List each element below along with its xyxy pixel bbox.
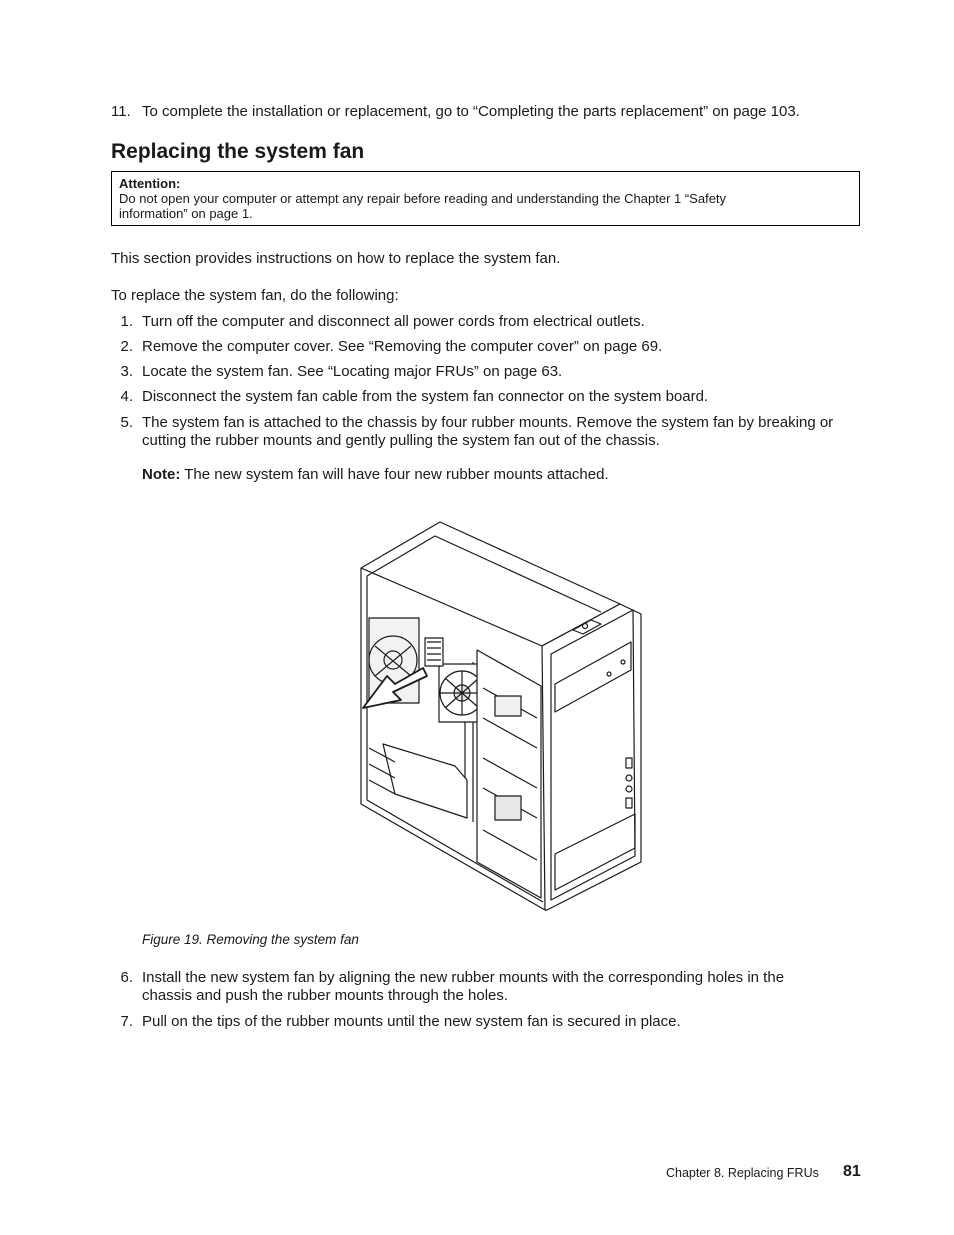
figure-caption: Figure 19. Removing the system fan xyxy=(142,932,359,947)
system-fan-removal-illustration xyxy=(355,518,647,912)
step-number: 3. xyxy=(120,363,133,380)
step-number: 5. xyxy=(120,414,133,431)
attention-text-line1: Do not open your computer or attempt any repair before reading and understanding the Chapter 1 “Safety xyxy=(119,191,727,206)
attention-label: Attention: xyxy=(119,176,181,191)
footer-chapter: Chapter 8. Replacing FRUs xyxy=(666,1166,819,1180)
step-number: 6. xyxy=(120,969,133,986)
note-label: Note: xyxy=(142,466,181,483)
step-text: Locate the system fan. See “Locating major FRUs” on page 63. xyxy=(142,363,563,380)
step-number: 2. xyxy=(120,338,133,355)
step-number: 7. xyxy=(120,1013,133,1030)
step-text-line1: The system fan is attached to the chassis by four rubber mounts. Remove the system fan by breaking or xyxy=(142,414,834,431)
step-text: Turn off the computer and disconnect all power cords from electrical outlets. xyxy=(142,313,645,330)
step-number: 11. xyxy=(111,103,131,120)
note-text: The new system fan will have four new rubber mounts attached. xyxy=(184,466,609,483)
page-number: 81 xyxy=(843,1163,861,1180)
step-text: Pull on the tips of the rubber mounts until the new system fan is secured in place. xyxy=(142,1013,681,1030)
step-text: To complete the installation or replacement, go to “Completing the parts replacement” on page 103. xyxy=(142,103,800,120)
section-title: Replacing the system fan xyxy=(111,140,365,163)
attention-text-line2: information” on page 1. xyxy=(119,206,253,221)
note xyxy=(142,466,609,484)
step-text-line2: chassis and push the rubber mounts through the holes. xyxy=(142,987,509,1004)
step-text-line1: Install the new system fan by aligning the new rubber mounts with the corresponding holes in the xyxy=(142,969,785,986)
step-number: 4. xyxy=(120,388,133,405)
step-text: Remove the computer cover. See “Removing the computer cover” on page 69. xyxy=(142,338,663,355)
step-text-line2: cutting the rubber mounts and gently pulling the system fan out of the chassis. xyxy=(142,432,660,449)
intro-paragraph: This section provides instructions on how to replace the system fan. xyxy=(111,250,561,267)
step-number: 1. xyxy=(120,313,133,330)
attention-box xyxy=(111,171,860,226)
step-text: Disconnect the system fan cable from the system fan connector on the system board. xyxy=(142,388,709,405)
procedure-intro: To replace the system fan, do the following: xyxy=(111,287,399,304)
